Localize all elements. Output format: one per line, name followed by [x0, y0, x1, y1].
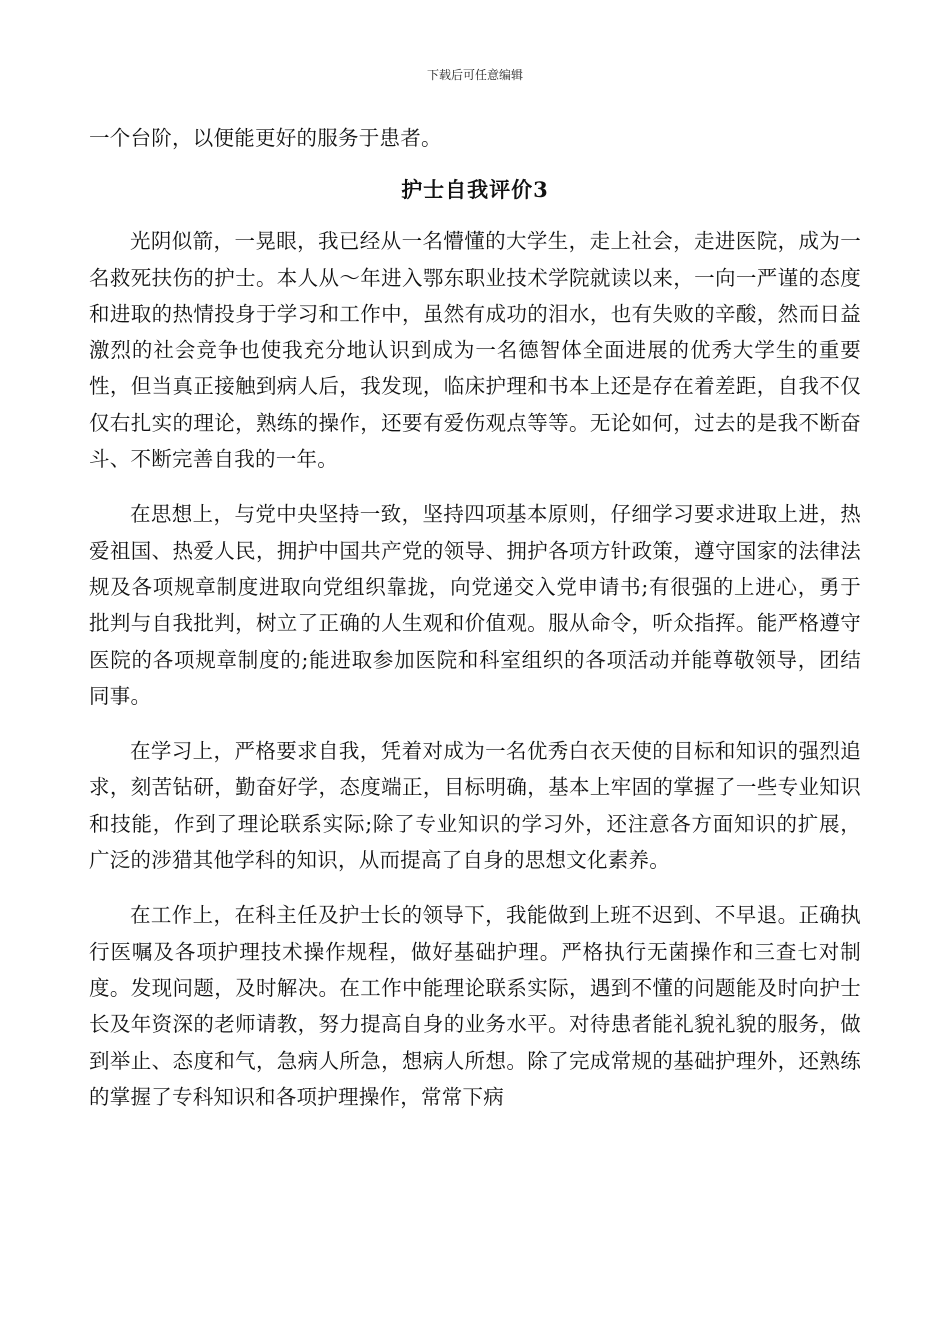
paragraph-work: 在工作上，在科主任及护士长的领导下，我能做到上班不迟到、不早退。正确执行医嘱及各项护理技术操作规程，做好基础护理。严格执行无菌操作和三查七对制度。发现问题，及时解决。在工作中能理论联系实际，遇到不懂的问题能及时向护士长及年资深的老师请教，努力提高自身的业务水平。对待患者能礼貌礼貌的服务，做到举止、态度和气，急病人所急，想病人所想。除了完成常规的基础护理外，还熟练的掌握了专科知识和各项护理操作，常常下病: [89, 903, 861, 1109]
paragraph-study: 在学习上，严格要求自我，凭着对成为一名优秀白衣天使的目标和知识的强烈追求，刻苦钻研，勤奋好学，态度端正，目标明确，基本上牢固的掌握了一些专业知识和技能，作到了理论联系实际;除了专业知识的学习外，还注意各方面知识的扩展，广泛的涉猎其他学科的知识，从而提高了自身的思想文化素养。: [89, 739, 861, 873]
paragraph-intro: 光阴似箭，一晃眼，我已经从一名懵懂的大学生，走上社会，走进医院，成为一名救死扶伤的护士。本人从～年进入鄂东职业技术学院就读以来，一向一严谨的态度和进取的热情投身于学习和工作中，虽然有成功的泪水，也有失败的辛酸，然而日益激烈的社会竞争也使我充分地认识到成为一名德智体全面进展的优秀大学生的重要性，但当真正接触到病人后，我发现，临床护理和书本上还是存在着差距，自我不仅仅右扎实的理论，熟练的操作，还要有爱伤观点等等。无论如何，过去的是我不断奋斗、不断完善自我的一年。: [89, 229, 861, 472]
paragraph-ideology: 在思想上，与党中央坚持一致，坚持四项基本原则，仔细学习要求进取上进，热爱祖国、热爱人民，拥护中国共产党的领导、拥护各项方针政策，遵守国家的法律法规及各项规章制度进取向党组织靠拢，向党递交入党申请书;有很强的上进心，勇于批判与自我批判，树立了正确的人生观和价值观。服从命令，听众指挥。能严格遵守医院的各项规章制度的;能进取参加医院和科室组织的各项活动并能尊敬领导，团结同事。: [89, 502, 861, 708]
continuation-paragraph: 一个台阶，以便能更好的服务于患者。: [89, 126, 442, 150]
page-header: 下载后可任意编辑: [426, 68, 523, 82]
section-title: 护士自我评价3: [401, 177, 549, 203]
document-body: [89, 120, 861, 1115]
